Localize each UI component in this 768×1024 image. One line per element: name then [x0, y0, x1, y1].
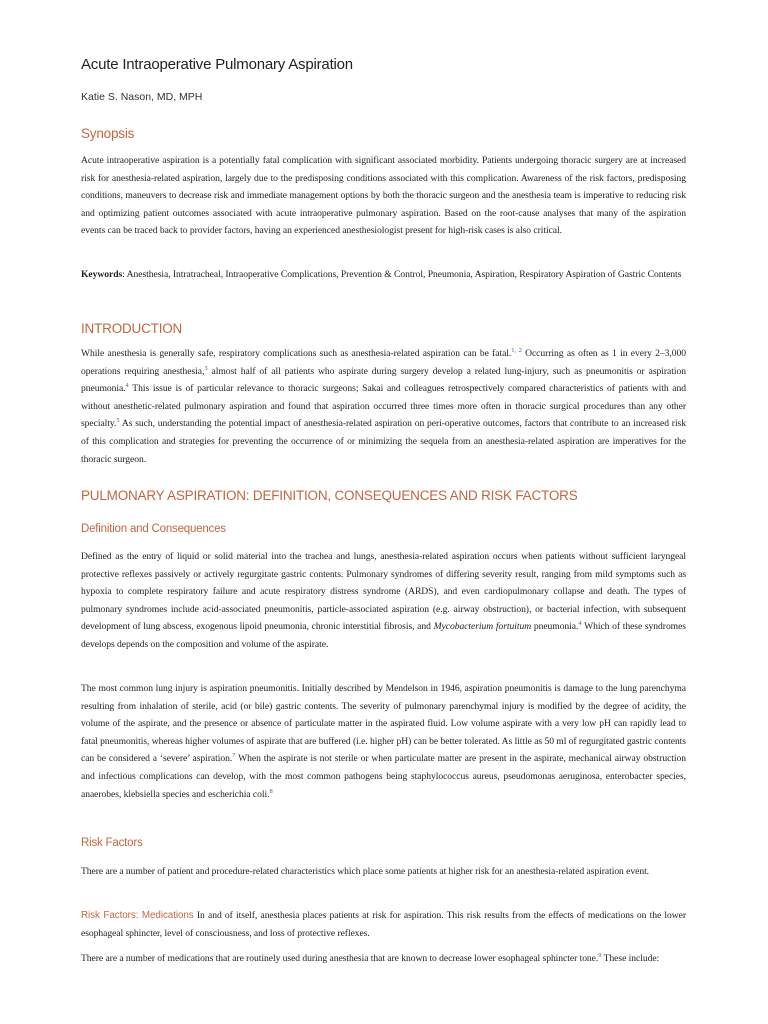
les-text-1: There are a number of medications that are routinely used during anesthesia that are known to decrease lower esophageal sphincter tone.	[81, 953, 599, 964]
subheading-risk-factors: Risk Factors	[81, 837, 143, 849]
section-heading-aspiration: PULMONARY ASPIRATION: DEFINITION, CONSEQUENCES AND RISK FACTORS	[81, 488, 578, 503]
intro-text-1: While anesthesia is generally safe, respiratory complications such as anesthesia-related aspiration can be fatal.	[81, 348, 512, 359]
les-medications-paragraph	[81, 950, 686, 968]
definition-text-3: Which of these syndromes develops depends on the composition and volume of the aspirate.	[81, 621, 686, 650]
risk-factors-paragraph: There are a number of patient and procedure-related characteristics which place some patients at higher risk for an anesthesia-related aspiration event.	[81, 866, 650, 877]
definition-text-2: pneumonia.	[531, 621, 579, 633]
intro-text-3: almost half of all patients who aspirate during surgery develop a related lung-injury, such as pneumonitis or aspiration pneumonia.	[81, 365, 686, 395]
pneumonitis-text-2: When the aspirate is not sterile or when particulate matter are present in the aspirate, mechanical airway obstruction and infectious complications can develop, with the most common pathogens being staphylococcus aureus, pseudomonas aeruginosa, enterobacter species, anaerobes, klebsiella species and escherichia coli.	[81, 753, 687, 800]
citation-link[interactable]: 3	[204, 364, 208, 372]
medications-text: In and of itself, anesthesia places patients at risk for aspiration. This risk results from the effects of medications on the lower esophageal sphincter, level of consciousness, and loss of protective reflexes.	[81, 910, 686, 939]
intro-text-2: Occurring as often as 1 in every 2–3,000 operations requiring anesthesia,	[81, 348, 687, 377]
intro-text-4: This issue is of particular relevance to thoracic surgeons; Sakai and colleagues retrospectively compared characteristics of patients with and without anesthetic-related pulmonary aspiration and found that aspiration occurred three times more often in thoracic surgical procedures than any other specialty.	[81, 383, 686, 430]
keywords-list: : Anesthesia, Intratracheal, Intraoperative Complications, Prevention & Control, Pneumonia, Aspiration, Respiratory Aspiration of Gastric Contents	[122, 269, 682, 280]
synopsis-paragraph: Acute intraoperative aspiration is a potentially fatal complication with significant associated morbidity. Patients undergoing thoracic surgery are at increased risk for anesthesia-related aspiration, largely due to the predisposing conditions associated with this complication. Awareness of the risk factors, predisposing conditions, maneuvers to decrease risk and immediate management options by both the thoracic surgeon and the anesthesia team is imperative to reducing risk and optimizing patient outcomes associated with acute intraoperative pulmonary aspiration. Based on the root-cause analyses that many of the aspiration events can be traced back to provider factors, having an experienced anesthesiologist present for high-risk cases is also critical.	[81, 155, 686, 237]
keywords-paragraph	[81, 266, 686, 284]
les-text-2: These include:	[601, 953, 660, 964]
synopsis-heading: Synopsis	[81, 126, 135, 141]
article-author: Katie S. Nason, MD, MPH	[81, 91, 203, 103]
citation-link[interactable]: 1, 2	[511, 346, 522, 354]
pneumonitis-text-1: The most common lung injury is aspiration pneumonitis. Initially described by Mendelson in 1946, aspiration pneumonitis is damage to the lung parenchyma resulting from inhalation of sterile, acid (or bile) gastric contents. The severity of pulmonary parenchymal injury is modified by the degree of acidity, the volume of the aspirate, and the presence or absence of particulate matter in the aspirated fluid. Low volume aspirate with a very low pH can rapidly lead to fatal pneumonitis, whereas higher volumes of aspirate that are buffered (i.e. higher pH) can be better tolerated. As little as 50 ml of regurgitated gastric contents can be considered a ‘severe’ aspiration.	[81, 683, 686, 765]
introduction-heading: INTRODUCTION	[81, 321, 183, 336]
subheading-definition: Definition and Consequences	[81, 523, 226, 535]
citation-link[interactable]: 8	[269, 787, 273, 795]
definition-paragraph	[81, 548, 686, 654]
medications-inline-heading: Risk Factors: Medications	[81, 910, 194, 921]
citation-link[interactable]: 4	[578, 620, 582, 628]
medications-paragraph	[81, 907, 686, 942]
citation-link[interactable]: 4	[125, 382, 129, 389]
organism-name: Mycobacterium fortuitum	[433, 621, 532, 633]
citation-link[interactable]: 5	[116, 417, 120, 425]
introduction-paragraph	[81, 345, 686, 468]
citation-link[interactable]: 9	[598, 951, 602, 959]
keywords-label: Keywords	[81, 269, 123, 280]
definition-text-1: Defined as the entry of liquid or solid material into the trachea and lungs, anesthesia-related aspiration occurs when patients without sufficient laryngeal protective reflexes passively or actively regurgitate gastric contents. Pulmonary syndromes of differing severity result, ranging from mild symptoms such as hypoxia to complete respiratory failure and acute respiratory distress syndrome (ARDS), and even cardiopulmonary collapse and death. The types of pulmonary syndromes include acid-associated pneumonitis, particle-associated aspiration (e.g. airway obstruction), or bacterial infection, with subsequent development of lung abscess, exogenous lipoid pneumonia, chronic interstitial fibrosis, and	[81, 551, 686, 633]
intro-text-5: As such, understanding the potential impact of anesthesia-related aspiration on peri-operative outcomes, factors that contribute to an increased risk of this complication and strategies for preventing the occurrence of or minimizing the sequela from an anesthesia-related aspiration are imperatives for the thoracic surgeon.	[81, 418, 686, 465]
pneumonitis-paragraph	[81, 680, 686, 803]
article-title: Acute Intraoperative Pulmonary Aspiration	[81, 56, 353, 73]
citation-link[interactable]: 7	[232, 752, 236, 760]
